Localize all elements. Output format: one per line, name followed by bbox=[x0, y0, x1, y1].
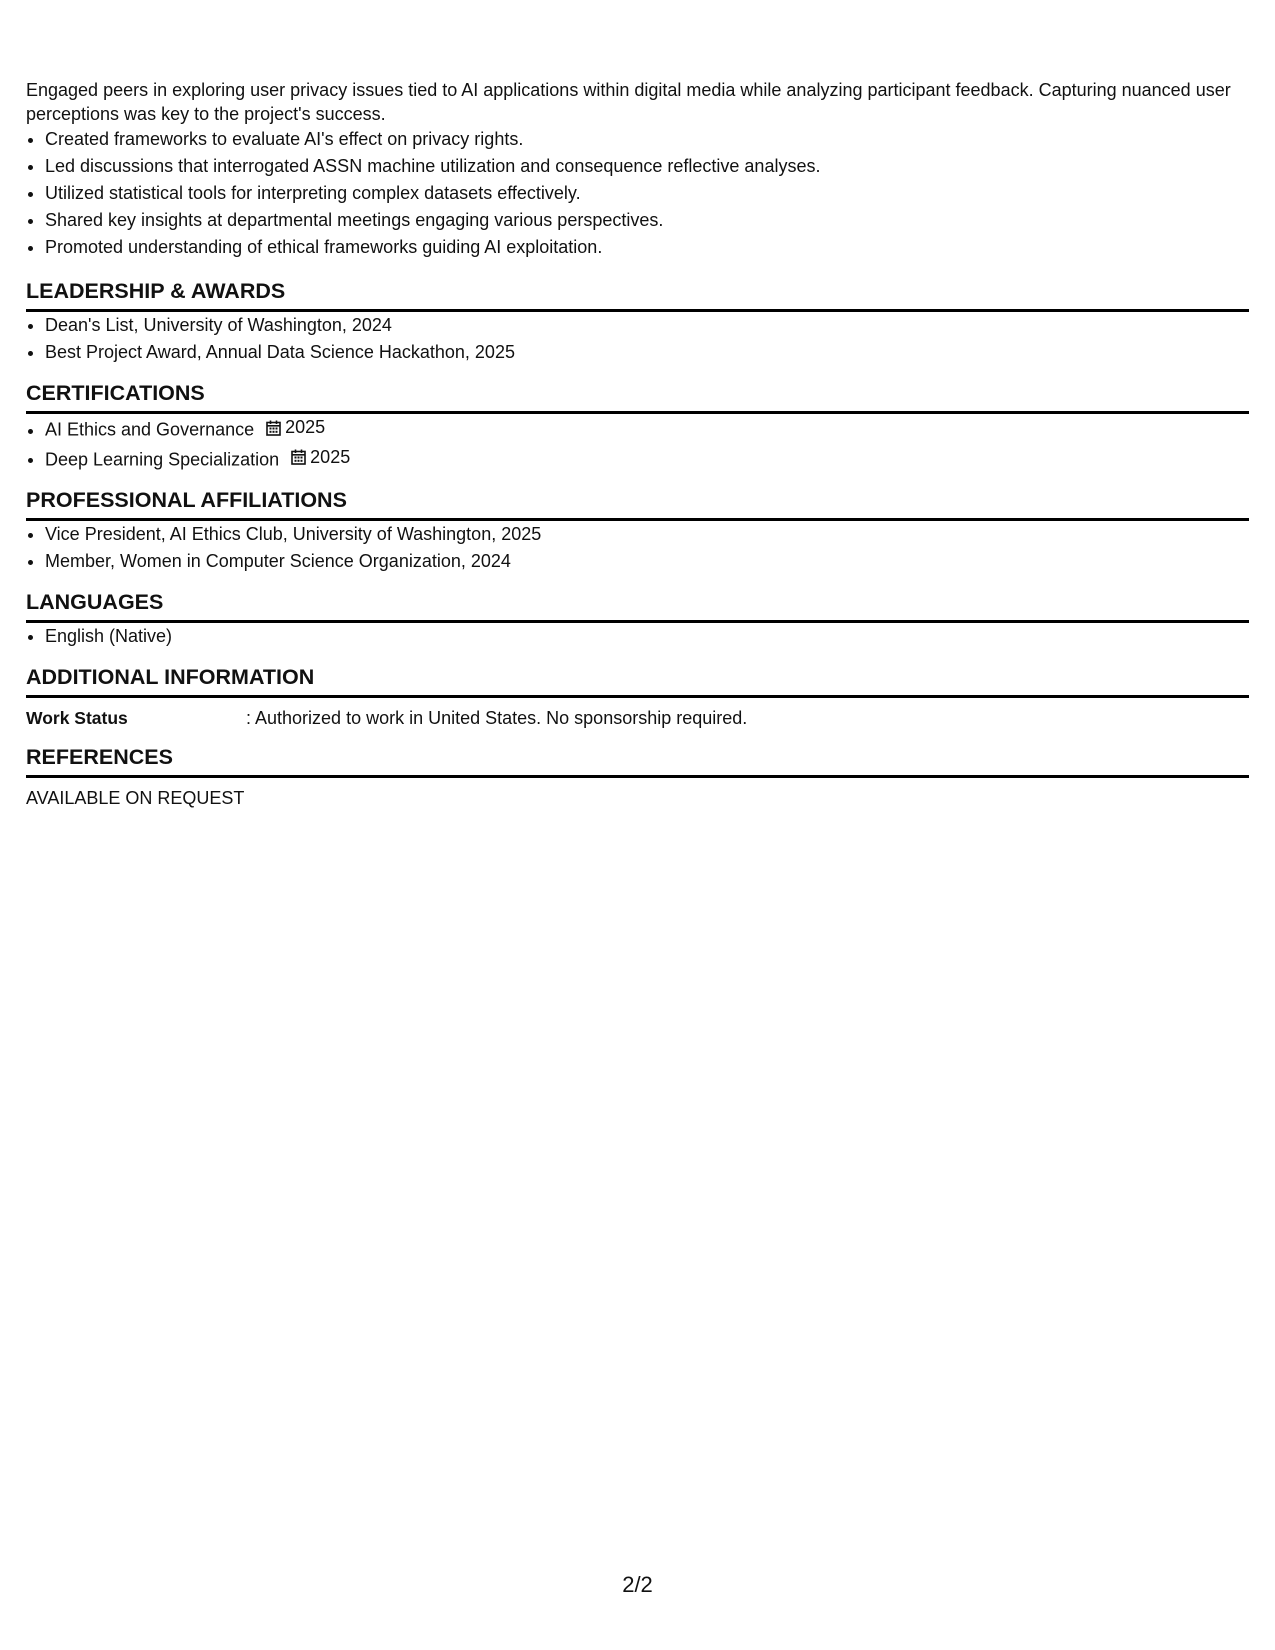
page-number: 2/2 bbox=[622, 1572, 653, 1597]
calendar-icon bbox=[291, 449, 306, 465]
certification-year: 2025 bbox=[310, 446, 351, 467]
references-section bbox=[26, 744, 1249, 810]
list-item: • Created frameworks to evaluate AI's effect on privacy rights. bbox=[45, 126, 1249, 153]
leadership-list bbox=[26, 312, 1249, 366]
certification-date bbox=[291, 444, 350, 471]
section-heading: PROFESSIONAL AFFILIATIONS bbox=[26, 487, 1249, 521]
list-item: • Member, Women in Computer Science Organization, 2024 bbox=[45, 548, 1249, 575]
list-item: • Promoted understanding of ethical frameworks guiding AI exploitation. bbox=[45, 234, 1249, 261]
calendar-icon bbox=[266, 420, 281, 436]
list-item: • Shared key insights at departmental meetings engaging various perspectives. bbox=[45, 207, 1249, 234]
certification-date bbox=[266, 414, 325, 441]
affiliations-section bbox=[26, 487, 1249, 575]
additional-info-section bbox=[26, 664, 1249, 730]
work-status-label: Work Status bbox=[26, 708, 128, 728]
affiliations-list bbox=[26, 521, 1249, 575]
section-heading: LEADERSHIP & AWARDS bbox=[26, 278, 1249, 312]
work-status-value: : Authorized to work in United States. No sponsorship required. bbox=[246, 708, 748, 728]
list-item: • Led discussions that interrogated ASSN machine utilization and consequence reflective analyses. bbox=[45, 153, 1249, 180]
list-item: • Best Project Award, Annual Data Science Hackathon, 2025 bbox=[45, 339, 1249, 366]
list-item: • Utilized statistical tools for interpreting complex datasets effectively. bbox=[45, 180, 1249, 207]
list-item bbox=[45, 444, 1249, 474]
section-heading: LANGUAGES bbox=[26, 589, 1249, 623]
certifications-section bbox=[26, 380, 1249, 473]
work-status-row bbox=[26, 706, 1249, 730]
certification-name: Deep Learning Specialization bbox=[45, 449, 280, 469]
languages-list bbox=[26, 623, 1249, 650]
certification-year: 2025 bbox=[285, 417, 326, 437]
list-item bbox=[45, 414, 1249, 444]
intro-bullet-list bbox=[26, 126, 1249, 261]
section-heading: ADDITIONAL INFORMATION bbox=[26, 664, 1249, 698]
list-item: • Vice President, AI Ethics Club, University of Washington, 2025 bbox=[45, 521, 1249, 548]
section-heading: CERTIFICATIONS bbox=[26, 380, 1249, 414]
leadership-section bbox=[26, 278, 1249, 366]
certifications-list bbox=[26, 414, 1249, 473]
list-item: • English (Native) bbox=[45, 623, 1249, 650]
references-text: AVAILABLE ON REQUEST bbox=[26, 788, 245, 808]
languages-section bbox=[26, 589, 1249, 650]
section-heading: REFERENCES bbox=[26, 744, 1249, 778]
intro-paragraph: Engaged peers in exploring user privacy issues tied to AI applications within digital media while analyzing participant feedback. Capturing nuanced user perceptions was key to the project's success. bbox=[26, 80, 1231, 124]
resume-page bbox=[26, 78, 1249, 810]
certification-name: AI Ethics and Governance bbox=[45, 419, 255, 440]
list-item: • Dean's List, University of Washington, 2024 bbox=[45, 312, 1249, 339]
